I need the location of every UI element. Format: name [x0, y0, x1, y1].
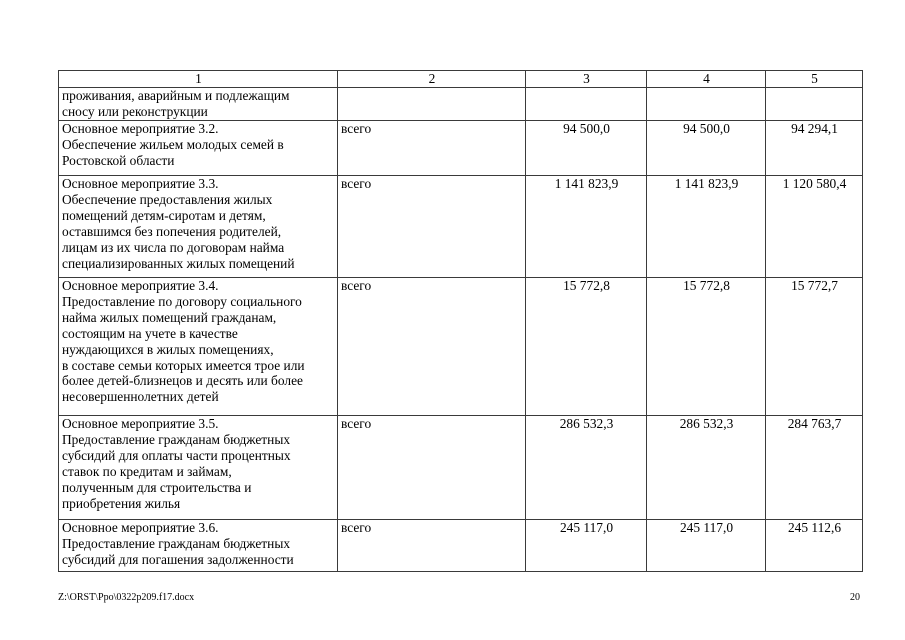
row-value-5: 94 294,1 [766, 121, 863, 176]
row-value-3: 245 117,0 [526, 520, 647, 572]
row-name-cell: Основное мероприятие 3.6. Предоставление гражданам бюджетных субсидий для погашения задолженности [59, 520, 338, 572]
row-value-5: 1 120 580,4 [766, 176, 863, 278]
row-type-cell: всего [338, 121, 526, 176]
table-body [59, 88, 863, 572]
footer-page-number: 20 [850, 592, 860, 603]
row-value-3: 15 772,8 [526, 278, 647, 416]
table-row [59, 278, 863, 416]
row-type-cell: всего [338, 520, 526, 572]
header-row [59, 71, 863, 88]
budget-table [58, 70, 863, 572]
header-col-3: 3 [526, 71, 647, 88]
row-value-4 [647, 88, 766, 121]
header-col-2: 2 [338, 71, 526, 88]
row-value-5: 15 772,7 [766, 278, 863, 416]
row-type-cell: всего [338, 176, 526, 278]
row-value-3: 94 500,0 [526, 121, 647, 176]
row-name-cell: Основное мероприятие 3.2. Обеспечение жильем молодых семей в Ростовской области [59, 121, 338, 176]
row-name-cell: Основное мероприятие 3.3. Обеспечение предоставления жилых помещений детям-сиротам и детям, оставшимся без попечения родителей, лицам из их числа по договорам найма специализированных жилых помещений [59, 176, 338, 278]
row-value-5 [766, 88, 863, 121]
row-value-3: 1 141 823,9 [526, 176, 647, 278]
table-row [59, 88, 863, 121]
row-name-cell: проживания, аварийным и подлежащим сносу или реконструкции [59, 88, 338, 121]
footer-file-path: Z:\ORST\Ppo\0322p209.f17.docx [58, 592, 195, 603]
header-col-4: 4 [647, 71, 766, 88]
row-value-5: 245 112,6 [766, 520, 863, 572]
table-header [59, 71, 863, 88]
row-value-4: 245 117,0 [647, 520, 766, 572]
header-col-1: 1 [59, 71, 338, 88]
header-col-5: 5 [766, 71, 863, 88]
row-name-cell: Основное мероприятие 3.4. Предоставление по договору социального найма жилых помещений гражданам, состоящим на учете в качестве нуждающихся в жилых помещениях, в составе семьи которых имеется трое или более детей-близнецов и десять или более несовершеннолетних детей [59, 278, 338, 416]
table-row [59, 121, 863, 176]
row-value-3 [526, 88, 647, 121]
table-row [59, 520, 863, 572]
row-value-5: 284 763,7 [766, 416, 863, 520]
row-value-3: 286 532,3 [526, 416, 647, 520]
table-row [59, 416, 863, 520]
row-value-4: 94 500,0 [647, 121, 766, 176]
row-value-4: 15 772,8 [647, 278, 766, 416]
row-value-4: 1 141 823,9 [647, 176, 766, 278]
row-type-cell: всего [338, 278, 526, 416]
row-name-cell: Основное мероприятие 3.5. Предоставление гражданам бюджетных субсидий для оплаты части процентных ставок по кредитам и займам, полученным для строительства и приобретения жилья [59, 416, 338, 520]
row-type-cell [338, 88, 526, 121]
table-row [59, 176, 863, 278]
row-type-cell: всего [338, 416, 526, 520]
row-value-4: 286 532,3 [647, 416, 766, 520]
